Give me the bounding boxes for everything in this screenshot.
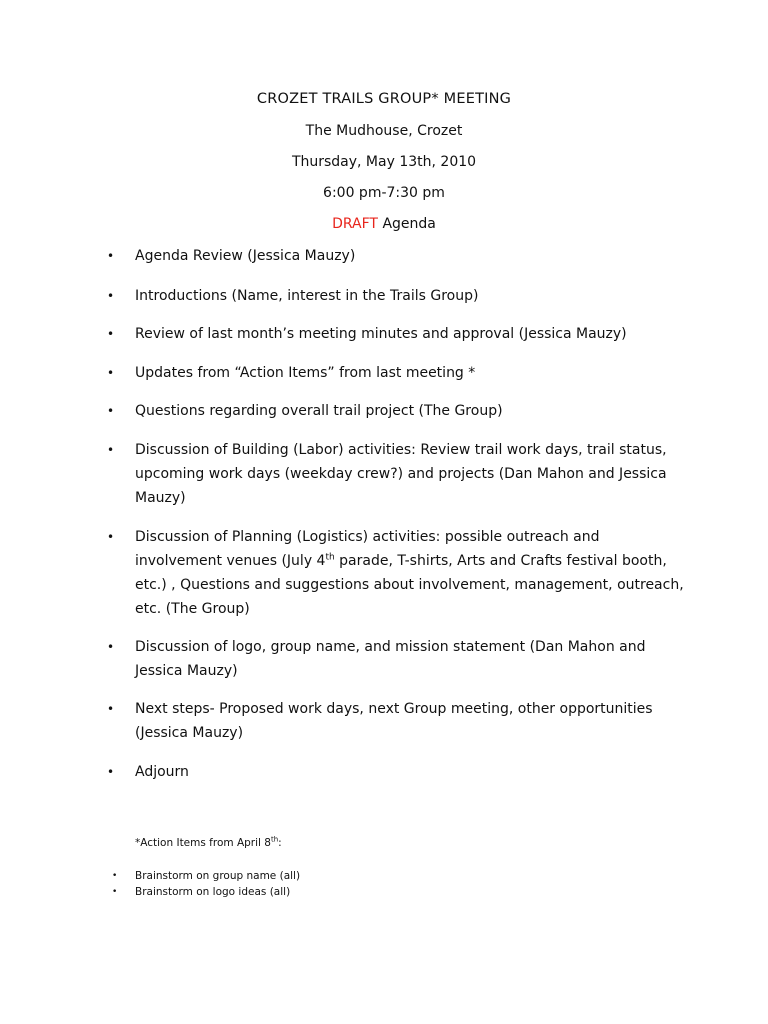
agenda-item-text [135,635,695,683]
text-span: parade, T-shirts, Arts and Crafts festival booth, [334,553,667,569]
meeting-title: CROZET TRAILS GROUP* MEETING [256,91,512,107]
agenda-item-text [135,438,695,510]
agenda-item-text [135,697,695,745]
bullet-icon: • [112,871,118,881]
meeting-date: Thursday, May 13th, 2010 [291,154,477,170]
bullet-icon: • [112,887,118,897]
bullet-icon: • [107,443,115,457]
text-span: involvement venues (July 4 [135,553,326,569]
text-span: : [278,837,282,849]
bullet-icon: • [107,289,115,303]
bullet-icon: • [107,530,115,544]
text-line: Discussion of Planning (Logistics) activities: possible outreach and [135,529,600,545]
text-line [135,549,695,573]
agenda-item-text: Introductions (Name, interest in the Trails Group) [135,288,479,304]
text-line: etc. (The Group) [135,601,250,617]
action-item-text: Brainstorm on group name (all) [135,870,301,882]
bullet-icon: • [107,249,115,263]
agenda-item-text: Agenda Review (Jessica Mauzy) [135,248,356,264]
bullet-icon: • [107,765,115,779]
agenda-item-text [135,525,695,621]
bullet-icon: • [107,702,115,716]
draft-agenda-heading [0,215,768,233]
bullet-icon: • [107,404,115,418]
superscript: th [325,552,335,563]
bullet-icon: • [107,640,115,654]
agenda-label: Agenda [378,216,436,232]
text-line: upcoming work days (weekday crew?) and projects (Dan Mahon and Jessica [135,466,667,482]
agenda-item-text: Review of last month’s meeting minutes and approval (Jessica Mauzy) [135,326,627,342]
text-line: Next steps- Proposed work days, next Group meeting, other opportunities [135,701,653,717]
agenda-item-text: Adjourn [135,764,189,780]
action-items-heading [135,836,282,850]
text-line: Discussion of logo, group name, and mission statement (Dan Mahon and [135,639,646,655]
text-line: Mauzy) [135,490,186,506]
text-span: *Action Items from April 8 [135,837,271,849]
meeting-time: 6:00 pm-7:30 pm [323,185,445,201]
draft-label: DRAFT [332,216,378,232]
text-line: Discussion of Building (Labor) activities: Review trail work days, trail status, [135,442,667,458]
agenda-item-text: Questions regarding overall trail project (The Group) [135,403,503,419]
action-item-text: Brainstorm on logo ideas (all) [135,886,291,898]
text-line: etc.) , Questions and suggestions about involvement, management, outreach, [135,577,684,593]
text-line: Jessica Mauzy) [135,663,238,679]
bullet-icon: • [107,366,115,380]
meeting-venue: The Mudhouse, Crozet [305,123,463,139]
superscript: th [270,835,279,844]
agenda-item-text: Updates from “Action Items” from last meeting * [135,365,476,381]
bullet-icon: • [107,327,115,341]
text-line: (Jessica Mauzy) [135,725,244,741]
